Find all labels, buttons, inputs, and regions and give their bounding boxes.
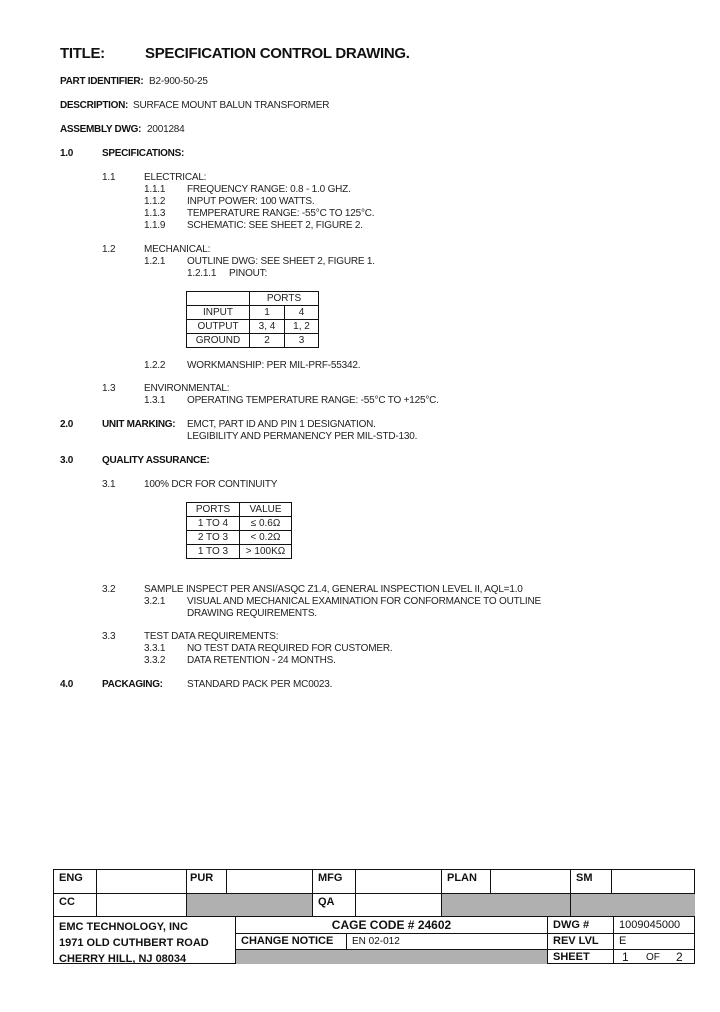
part-identifier-value: B2-900-50-25	[149, 76, 208, 87]
item-num: 1.1.9	[144, 220, 166, 231]
table-row	[187, 306, 319, 320]
approval-plan-field[interactable]	[490, 870, 570, 893]
rev-label: REV LVL	[547, 933, 613, 949]
change-notice-label: CHANGE NOTICE	[235, 933, 346, 949]
unit-marking-line1: EMCT, PART ID AND PIN 1 DESIGNATION.	[187, 419, 376, 430]
item-text: SCHEMATIC: SEE SHEET 2, FIGURE 2.	[187, 220, 363, 231]
sheet-of: OF	[646, 952, 660, 963]
approval-pur-label: PUR	[186, 870, 226, 893]
title-label: TITLE:	[60, 45, 105, 62]
table-cell: 1 TO 4	[187, 517, 240, 531]
table-cell: ≤ 0.6Ω	[240, 517, 292, 531]
pinout-num: 1.2.1.1	[187, 268, 217, 279]
cage-code: CAGE CODE # 24602	[235, 916, 547, 933]
table-cell: GROUND	[187, 334, 250, 348]
table-cell: 2 TO 3	[187, 531, 240, 545]
unit-marking-line2: LEGIBILITY AND PERMANENCY PER MIL-STD-130.	[187, 431, 418, 442]
item-num: 1.2.1	[144, 256, 166, 267]
table-header: PORTS	[250, 292, 319, 306]
table-cell: 4	[285, 306, 319, 320]
dwg-value: 1009045000	[613, 916, 695, 933]
item-text: VISUAL AND MECHANICAL EXAMINATION FOR CONFORMANCE TO OUTLINE	[187, 596, 541, 607]
approval-mfg-field[interactable]	[355, 870, 441, 893]
item-text: TEMPERATURE RANGE: -55°C TO 125°C.	[187, 208, 375, 219]
dwg-label: DWG #	[547, 916, 613, 933]
table-cell: 3, 4	[250, 320, 285, 334]
table-cell: 3	[285, 334, 319, 348]
rev-value: E	[613, 933, 695, 949]
sheet-total: 2	[676, 950, 683, 964]
table-row	[187, 320, 319, 334]
section-3-title: QUALITY ASSURANCE:	[102, 455, 210, 466]
part-identifier-label: PART IDENTIFIER:	[60, 76, 144, 87]
section-1-3-num: 1.3	[102, 383, 116, 394]
section-1-num: 1.0	[60, 148, 74, 159]
item-num: 1.1.1	[144, 184, 166, 195]
company-city: CHERRY HILL, NJ 08034	[59, 953, 187, 965]
section-3-1-text: 100% DCR FOR CONTINUITY	[144, 479, 278, 490]
description-label: DESCRIPTION:	[60, 100, 129, 111]
dcr-table	[186, 502, 292, 559]
section-1-2-title: MECHANICAL:	[144, 244, 211, 255]
section-2-num: 2.0	[60, 419, 74, 430]
item-text-continued: DRAWING REQUIREMENTS.	[187, 608, 317, 619]
document-title: SPECIFICATION CONTROL DRAWING.	[145, 45, 410, 62]
sheet-label: SHEET	[547, 949, 613, 964]
blank-gray-cell	[441, 893, 570, 916]
approval-sm-field[interactable]	[611, 870, 695, 893]
sheet-value	[613, 949, 695, 964]
item-text: OPERATING TEMPERATURE RANGE: -55°C TO +125°C.	[187, 395, 439, 406]
section-4-num: 4.0	[60, 679, 74, 690]
table-cell: 1, 2	[285, 320, 319, 334]
blank-gray-cell	[186, 893, 312, 916]
item-num: 3.3.2	[144, 655, 166, 666]
change-notice-value: EN 02-012	[346, 933, 547, 949]
company-name: EMC TECHNOLOGY, INC	[59, 921, 188, 933]
approval-plan-label: PLAN	[441, 870, 490, 893]
approval-cc-label: CC	[54, 893, 96, 916]
approval-qa-field[interactable]	[355, 893, 441, 916]
section-3-1-num: 3.1	[102, 479, 116, 490]
sheet-number: 1	[622, 950, 629, 964]
blank-gray-cell	[235, 949, 547, 964]
item-num: 1.3.1	[144, 395, 166, 406]
company-block	[54, 916, 235, 964]
table-row	[187, 531, 292, 545]
item-num: 3.3.1	[144, 643, 166, 654]
table-row	[187, 545, 292, 559]
pinout-label: PINOUT:	[229, 268, 268, 279]
section-1-1-title: ELECTRICAL:	[144, 172, 207, 183]
item-num: 1.1.2	[144, 196, 166, 207]
description-value: SURFACE MOUNT BALUN TRANSFORMER	[133, 100, 330, 111]
table-cell: 1	[250, 306, 285, 320]
section-1-2-num: 1.2	[102, 244, 116, 255]
section-3-2-text: SAMPLE INSPECT PER ANSI/ASQC Z1.4, GENERAL INSPECTION LEVEL II, AQL=1.0	[144, 584, 523, 595]
packaging-text: STANDARD PACK PER MC0023.	[187, 679, 333, 690]
item-text: WORKMANSHIP: PER MIL-PRF-55342.	[187, 360, 361, 371]
table-header: PORTS	[187, 503, 240, 517]
item-text: NO TEST DATA REQUIRED FOR CUSTOMER.	[187, 643, 393, 654]
approval-eng-label: ENG	[59, 872, 83, 884]
company-street: 1971 OLD CUTHBERT ROAD	[59, 937, 209, 949]
table-cell: 2	[250, 334, 285, 348]
section-2-title: UNIT MARKING:	[102, 419, 176, 430]
table-row	[187, 517, 292, 531]
table-cell: OUTPUT	[187, 320, 250, 334]
table-cell: 1 TO 3	[187, 545, 240, 559]
table-cell: INPUT	[187, 306, 250, 320]
item-num: 1.2.2	[144, 360, 166, 371]
table-cell: > 100KΩ	[240, 545, 292, 559]
item-text: DATA RETENTION - 24 MONTHS.	[187, 655, 336, 666]
approval-sm-label: SM	[570, 870, 611, 893]
approval-qa-label: QA	[312, 893, 355, 916]
blank-gray-cell	[570, 893, 695, 916]
section-4-title: PACKAGING:	[102, 679, 163, 690]
section-3-3-num: 3.3	[102, 631, 116, 642]
approval-eng-field[interactable]	[96, 870, 186, 893]
section-1-3-title: ENVIRONMENTAL:	[144, 383, 230, 394]
section-1-1-num: 1.1	[102, 172, 116, 183]
item-text: FREQUENCY RANGE: 0.8 - 1.0 GHZ.	[187, 184, 351, 195]
section-1-title: SPECIFICATIONS:	[102, 148, 184, 159]
section-3-num: 3.0	[60, 455, 74, 466]
table-cell: < 0.2Ω	[240, 531, 292, 545]
pinout-table	[186, 291, 319, 348]
approval-cc-field[interactable]	[96, 893, 186, 916]
title-block	[53, 869, 695, 964]
assembly-dwg-label: ASSEMBLY DWG:	[60, 124, 142, 135]
item-num: 3.2.1	[144, 596, 166, 607]
table-row	[187, 503, 292, 517]
approval-pur-field[interactable]	[226, 870, 312, 893]
approval-mfg-label: MFG	[312, 870, 355, 893]
table-header: VALUE	[240, 503, 292, 517]
item-text: INPUT POWER: 100 WATTS.	[187, 196, 315, 207]
item-num: 1.1.3	[144, 208, 166, 219]
section-3-2-num: 3.2	[102, 584, 116, 595]
table-row	[187, 334, 319, 348]
table-cell	[187, 292, 250, 306]
item-text: OUTLINE DWG: SEE SHEET 2, FIGURE 1.	[187, 256, 375, 267]
assembly-dwg-value: 2001284	[147, 124, 185, 135]
section-3-3-title: TEST DATA REQUIREMENTS:	[144, 631, 279, 642]
